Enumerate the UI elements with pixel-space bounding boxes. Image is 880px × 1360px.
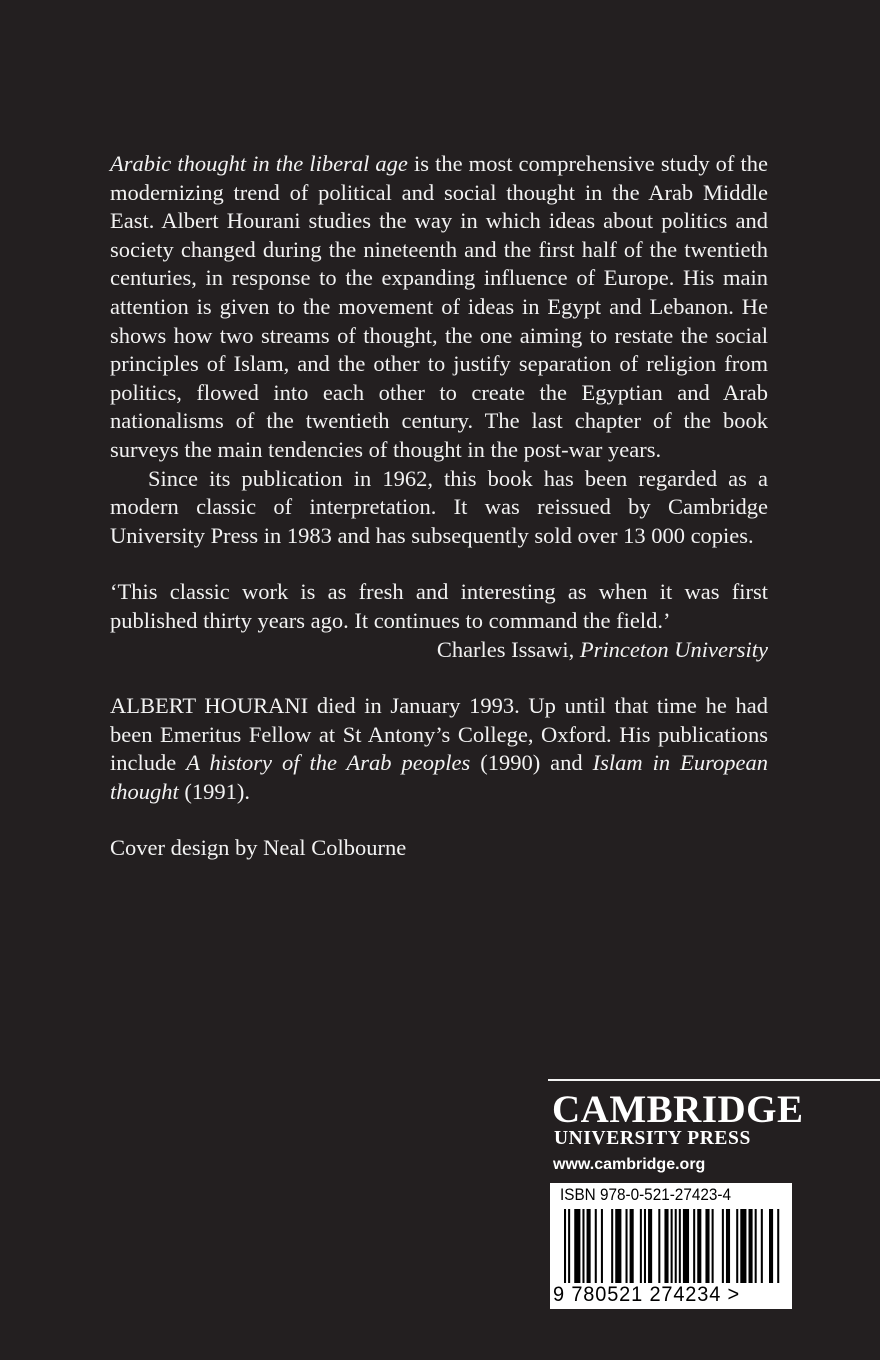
review-quote: ‘This classic work is as fresh and interesting as when it was first published thirty years ago. It continues to command the field.’ [110,579,768,633]
barcode-bar [679,1209,681,1283]
author-bio-text: (1990) and [470,750,593,776]
publisher-logo-name: CAMBRIDGE [552,1088,804,1131]
barcode-digits: 9 780521 274234 > [553,1283,741,1306]
barcode-bar [769,1209,773,1283]
barcode-bar [722,1209,724,1283]
barcode-bar [582,1209,584,1283]
author-bio [110,692,768,806]
barcode-bar [595,1209,597,1283]
review-affiliation: Princeton University [579,636,768,662]
barcode-bar [644,1209,646,1283]
barcode-bar [564,1209,566,1283]
review-attribution [110,636,768,665]
publisher-url: www.cambridge.org [553,1156,706,1173]
barcode-bar [640,1209,642,1283]
barcode-bar [630,1209,634,1283]
description-paragraph [110,150,768,465]
barcode-bar [626,1209,628,1283]
author-bio-text: (1991). [178,778,251,804]
author-bio-text: ALBERT HOURANI died in January 1993. Up until that time he had been Emeritus Fellow at St Antony’s College, Oxford. His publications include [110,693,768,776]
barcode-bar [726,1209,730,1283]
publisher-divider [548,1079,880,1081]
barcode-bar [611,1209,613,1283]
review-author: Charles Issawi, [436,636,580,662]
barcode-bar [736,1209,738,1283]
barcode-bar [587,1209,591,1283]
barcode-bar [574,1209,580,1283]
isbn-label: ISBN 978-0-521-27423-4 [560,1185,731,1204]
barcode-bar [601,1209,603,1283]
book-title: Arabic thought in the liberal age [110,151,408,176]
barcode-bar [675,1209,677,1283]
barcode-bar [658,1209,660,1283]
publication-history-paragraph: Since its publication in 1962, this book has been regarded as a modern classic of interpretation. It was reissued by Cambridge University Press in 1983 and has subsequently sold over 13 000 copies. [110,465,768,548]
barcode-bar [615,1209,621,1283]
barcode-bar [683,1209,689,1283]
isbn-barcode [550,1183,792,1309]
barcode-bar [693,1209,695,1283]
description-text: is the most comprehensive study of the modernizing trend of political and social thought in the Arab Middle East. Albert Hourani studies the way in which ideas about politics and society changed during the nineteenth and the first half of the twentieth centuries, in response to the expanding influence of Europe. His main attention is given to the movement of ideas in Egypt and Lebanon. He shows how two streams of thought, the one aiming to restate the social principles of Islam, and the other to justify separation of religion from politics, flowed into each other to create the Egyptian and Arab nationalisms of the twentieth century. The last chapter of the book surveys the main tendencies of thought in the post-war years. [110,151,768,462]
author-book-2: Islam in European thought [110,750,768,804]
barcode-bar [749,1209,753,1283]
cover-credit: Cover design by Neal Colbourne [110,835,407,861]
barcode-bar [755,1209,757,1283]
back-cover-blurb [110,150,768,863]
barcode-bar [705,1209,709,1283]
publisher-subtitle: UNIVERSITY PRESS [554,1128,751,1149]
barcode-bar [712,1209,714,1283]
barcode-bar [568,1209,570,1283]
author-book-1: A history of the Arab peoples [186,750,471,776]
barcode-bar [740,1209,746,1283]
barcode-bar [664,1209,668,1283]
barcode-bar [648,1209,652,1283]
barcode-bar [761,1209,763,1283]
barcode-bar [697,1209,701,1283]
barcode-bar [671,1209,673,1283]
barcode-bar [777,1209,779,1283]
